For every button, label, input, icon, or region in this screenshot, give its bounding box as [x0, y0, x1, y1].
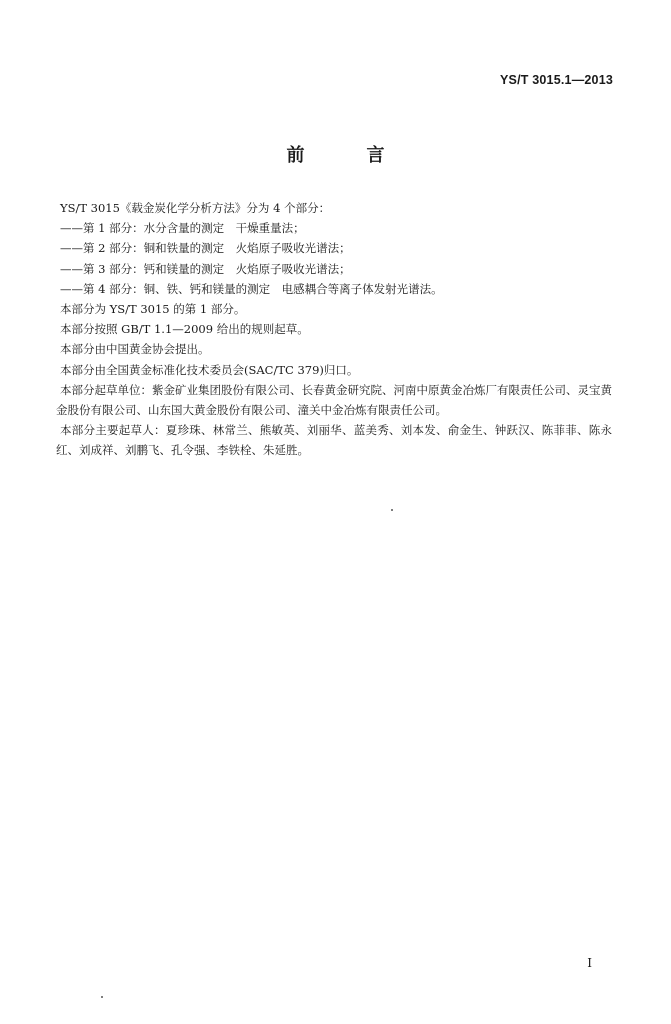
drafters-paragraph: 本部分主要起草人：夏珍珠、林常兰、熊敏英、刘丽华、蓝美秀、刘本发、俞金生、钟跃汉、陈菲菲、陈永红、刘成祥、刘鹏飞、孔令强、李铁栓、朱延胜。 [56, 423, 612, 458]
part-1-item: ——第 1 部分：水分含量的测定 干燥重量法； [60, 221, 305, 236]
page-title: 前 言 [286, 145, 407, 166]
committee-statement: 本部分由全国黄金标准化技术委员会(SAC/TC 379)归口。 [60, 362, 359, 377]
foreword-body [56, 198, 612, 461]
standard-code: YS/T 3015.1—2013 [500, 73, 613, 87]
proposer-statement: 本部分由中国黄金协会提出。 [60, 342, 210, 357]
part-2-item: ——第 2 部分：铜和铁量的测定 火焰原子吸收光谱法； [60, 241, 351, 256]
part-statement: 本部分为 YS/T 3015 的第 1 部分。 [60, 302, 246, 317]
page-number: I [587, 956, 592, 970]
drafting-rules-statement: 本部分按照 GB/T 1.1—2009 给出的规则起草。 [60, 322, 309, 337]
intro-paragraph: YS/T 3015《载金炭化学分析方法》分为 4 个部分： [60, 201, 331, 215]
part-4-item: ——第 4 部分：铜、铁、钙和镁量的测定 电感耦合等离子体发射光谱法。 [60, 281, 443, 296]
drafting-units-paragraph: 本部分起草单位：紫金矿业集团股份有限公司、长春黄金研究院、河南中原黄金冶炼厂有限责任公司、灵宝黄金股份有限公司、山东国大黄金股份有限公司、潼关中金冶炼有限责任公司。 [56, 382, 612, 418]
scan-speck [391, 509, 393, 511]
part-3-item: ——第 3 部分：钙和镁量的测定 火焰原子吸收光谱法； [60, 261, 351, 276]
scan-speck [101, 996, 103, 998]
